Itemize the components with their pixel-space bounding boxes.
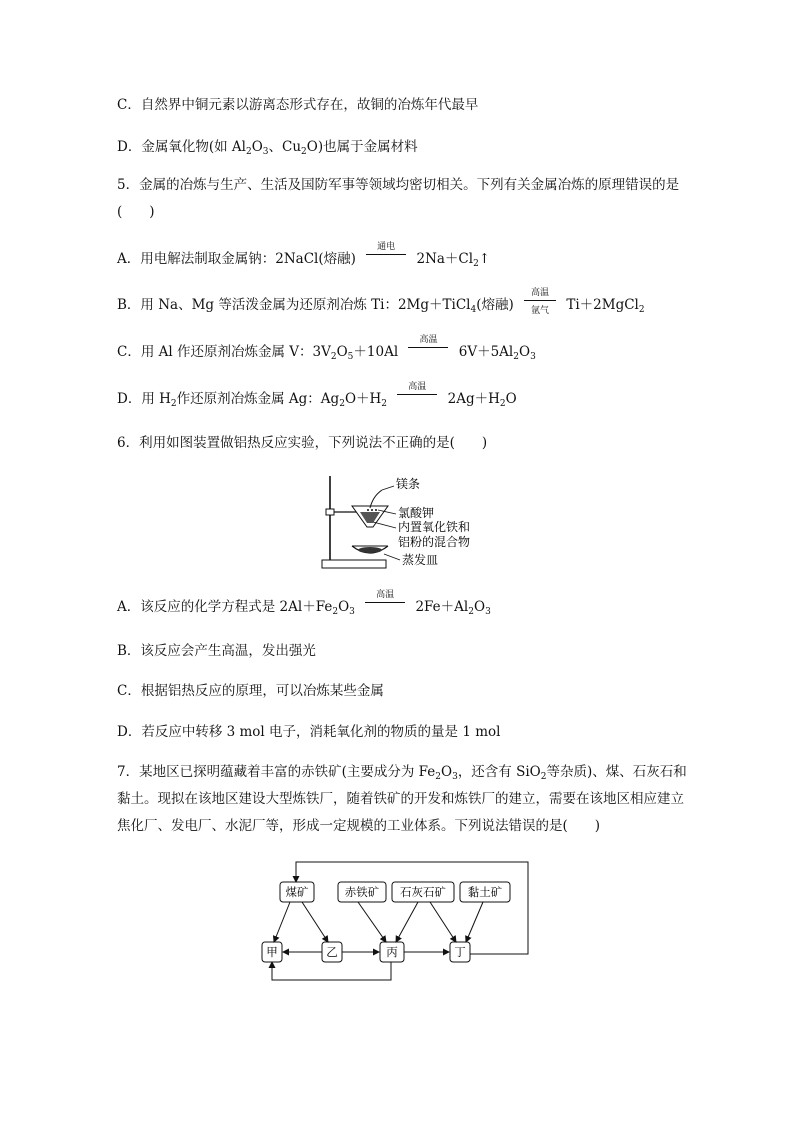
q4-option-c: C．自然界中铜元素以游离态形式存在，故铜的冶炼年代最早 bbox=[117, 97, 479, 113]
q7-stem: 7．某地区已探明蕴藏着丰富的赤铁矿(主要成分为 $Fe_2O_3$，还含有 SiO$_2$等杂质)、煤、石灰石和黏土。现拟在该地区建设大型炼铁厂，随着铁矿的开发和炼铁厂的建立，需要在该地区相应建立焦化厂、发电厂、水泥厂等，形成一定规模的工业体系。下列说法错误的是( ) bbox=[117, 764, 687, 834]
label-coal: 煤矿 bbox=[285, 885, 309, 899]
reaction-arrow: 高温 bbox=[408, 342, 448, 358]
q5-option-d: D．用 $H_2$作还原剂冶炼金属 Ag：$Ag_2O+H_2$ 高温 $2Ag+H_2O$ bbox=[117, 382, 517, 409]
label-mg-strip: 镁条 bbox=[396, 477, 421, 491]
q6-option-d: D．若反应中转移 3 mol 电子，消耗氧化剂的物质的量是 1 mol bbox=[117, 724, 501, 740]
q5-option-b: B．用 Na、Mg 等活泼金属为还原剂冶炼 Ti：2Mg＋TiCl$_4$(熔融) 高温 氩气 Ti＋2MgCl$_2$ bbox=[117, 288, 645, 316]
label-yi: 乙 bbox=[326, 945, 338, 959]
label-ding: 丁 bbox=[454, 945, 466, 959]
label-dish: 蒸发皿 bbox=[402, 553, 439, 567]
reaction-arrow: 高温 bbox=[365, 597, 405, 613]
label-limestone: 石灰石矿 bbox=[400, 885, 446, 899]
label-mixture-line2: 铝粉的混合物 bbox=[398, 535, 471, 549]
q6-stem: 6．利用如图装置做铝热反应实验，下列说法不正确的是( ) bbox=[117, 435, 488, 451]
q4-option-d: D．金属氧化物(如 $Al_2O_3$、$Cu_2O$)也属于金属材料 bbox=[117, 139, 418, 157]
label-kclo3: 氯酸钾 bbox=[398, 506, 435, 520]
label-bing: 丙 bbox=[386, 945, 398, 959]
q6-option-c: C．根据铝热反应的原理，可以冶炼某些金属 bbox=[117, 683, 384, 699]
label-jia: 甲 bbox=[266, 945, 278, 959]
label-hematite: 赤铁矿 bbox=[344, 885, 380, 899]
reaction-arrow: 通电 bbox=[366, 249, 406, 265]
thermite-apparatus-figure bbox=[316, 470, 486, 574]
q6-option-a: A．该反应的化学方程式是 $2Al+Fe_2O_3$ 高温 $2Fe+Al_2O_3$ bbox=[117, 590, 491, 617]
q6-option-b: B．该反应会产生高温，发出强光 bbox=[117, 643, 316, 659]
label-mixture-line1: 内置氧化铁和 bbox=[398, 520, 471, 534]
q5-option-a: A．用电解法制取金属钠：2NaCl(熔融) 通电 $2Na+Cl_2↑$ bbox=[117, 242, 491, 269]
industry-flow-diagram bbox=[258, 858, 538, 986]
reaction-arrow: 高温 bbox=[397, 389, 437, 405]
q5-stem: 5．金属的冶炼与生产、生活及国防军事等领域均密切相关。下列有关金属冶炼的原理错误的是( ) bbox=[117, 177, 680, 220]
q5-option-c: C．用 Al 作还原剂冶炼金属 V：$3V_2O_5+10Al$ 高温 $6V+5Al_2O_3$ bbox=[117, 335, 536, 362]
reaction-arrow: 高温 氩气 bbox=[524, 295, 556, 311]
label-clay: 黏土矿 bbox=[467, 885, 503, 899]
